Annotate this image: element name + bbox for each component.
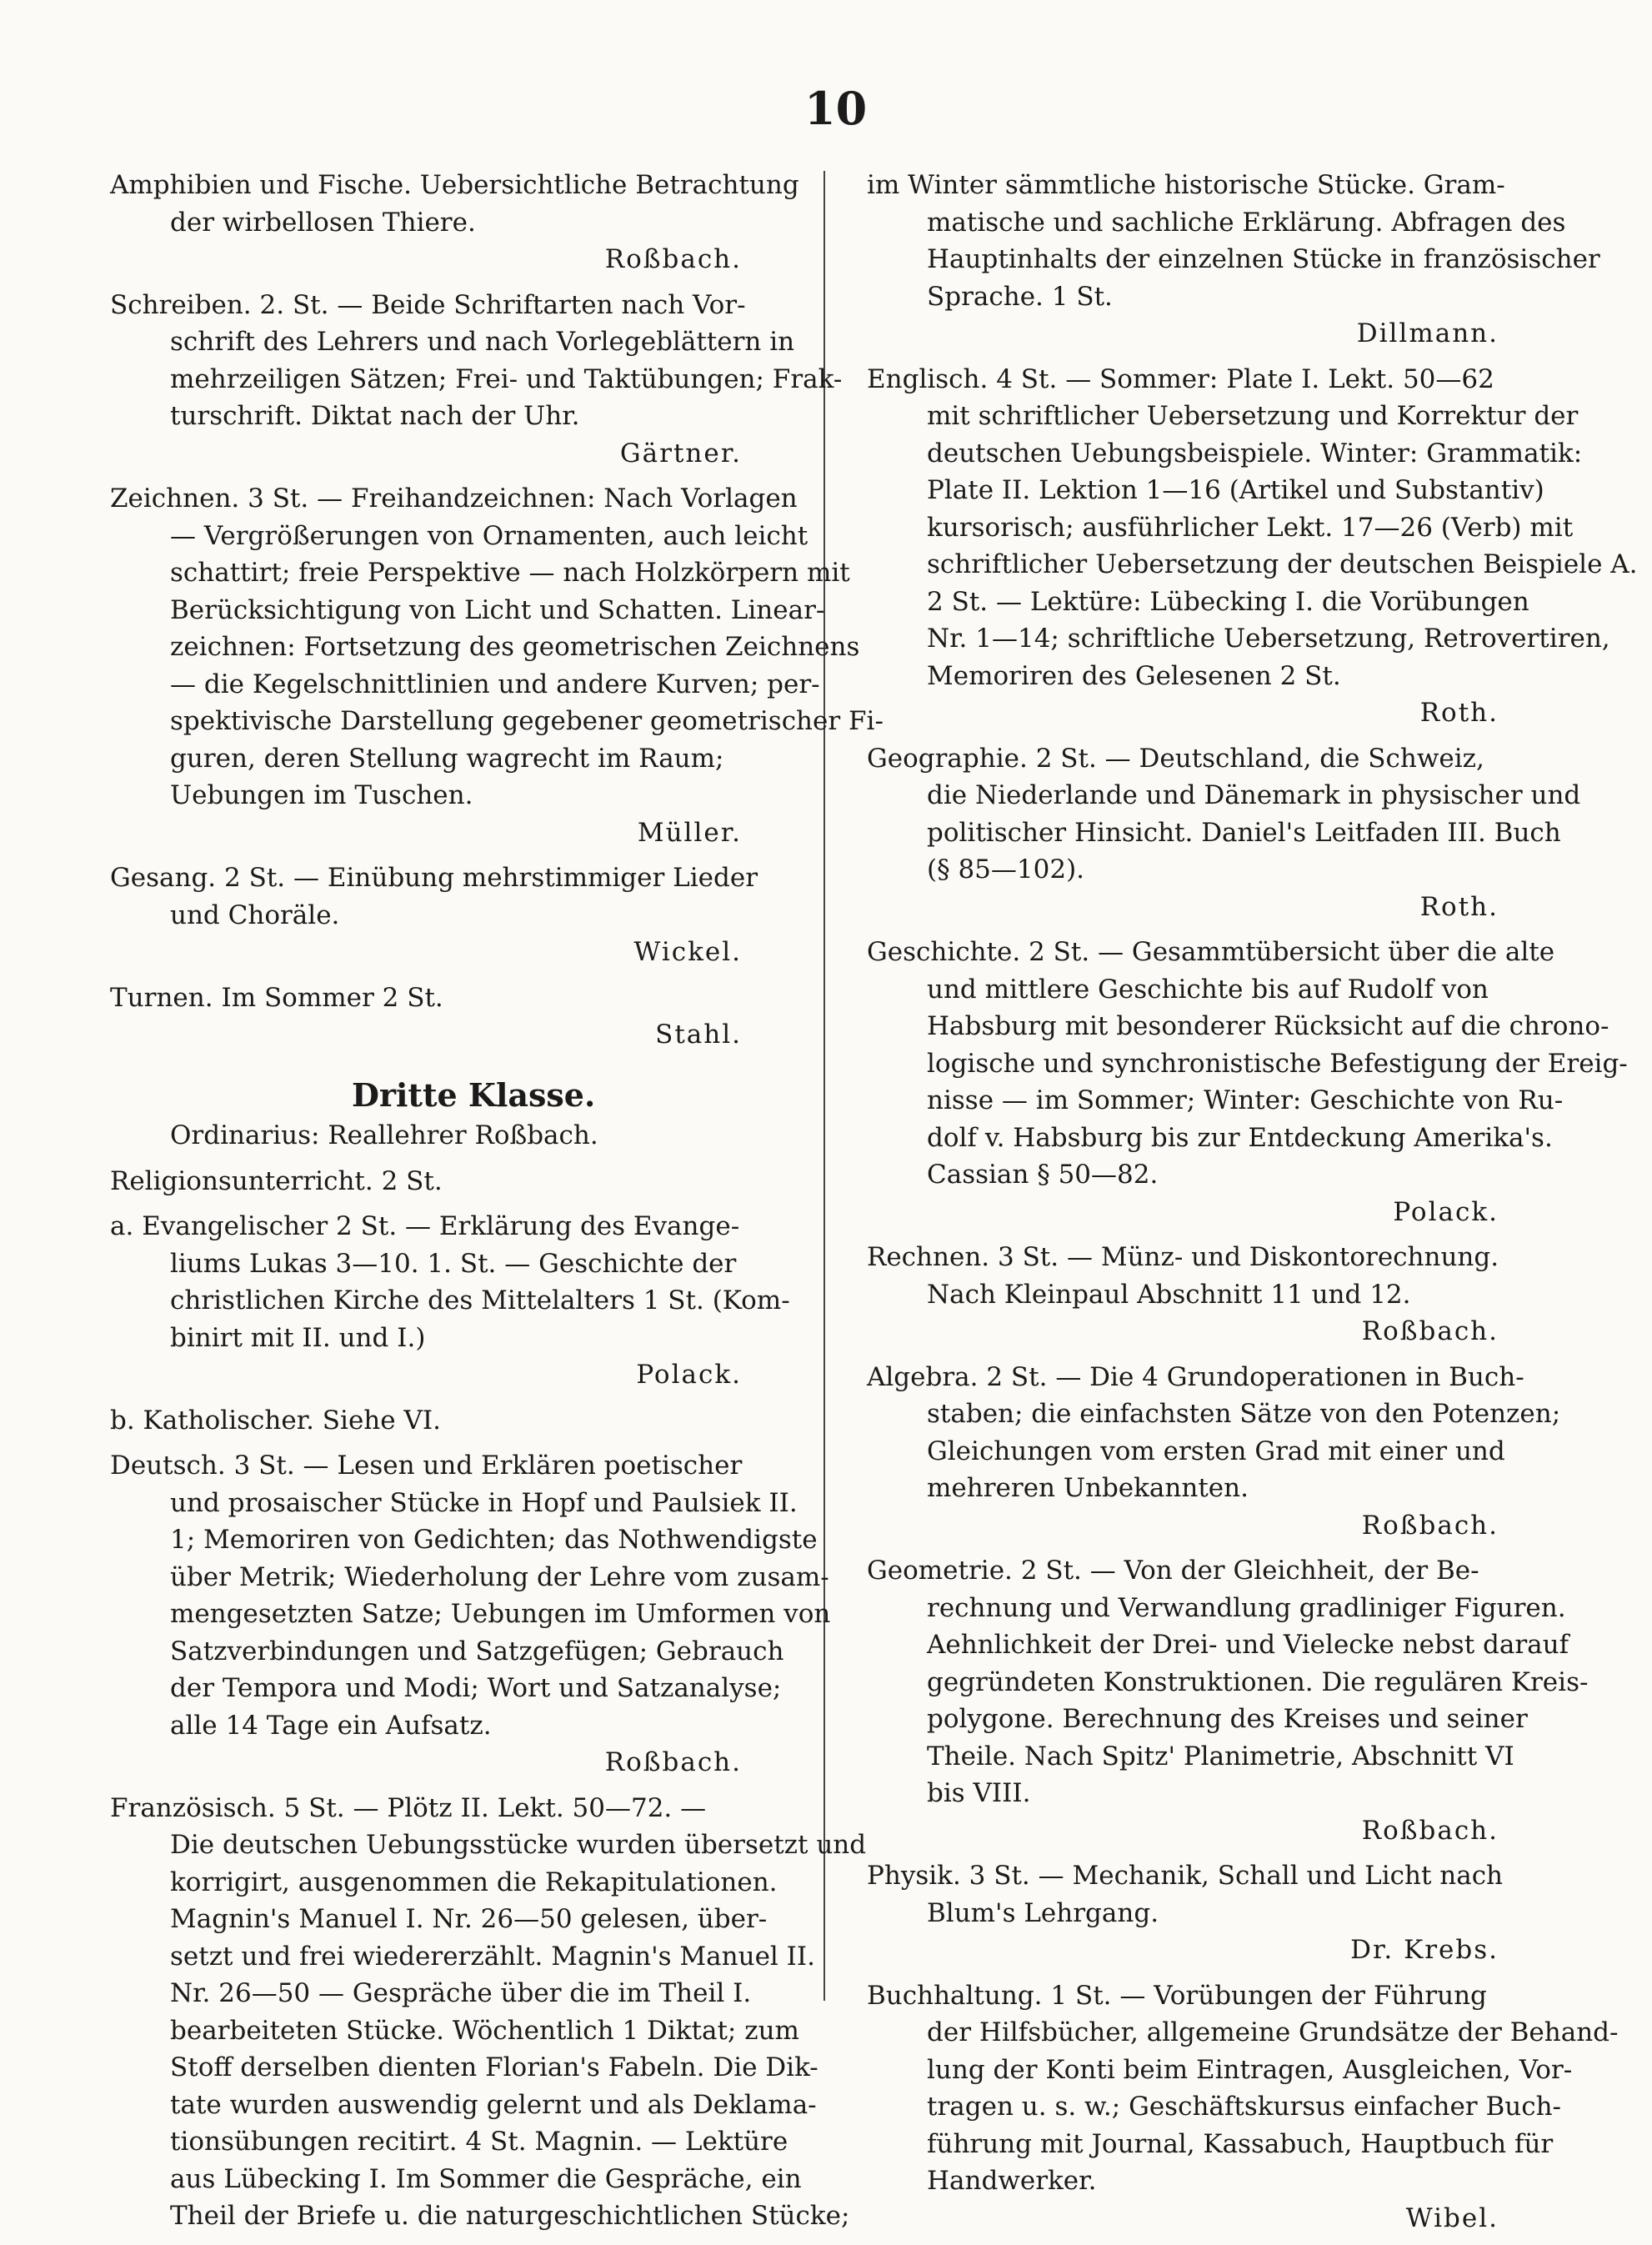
text-line: Schreiben. 2. St. — Beide Schriftarten nach Vor- xyxy=(110,289,746,320)
text-line: tate wurden auswendig gelernt und als Deklama- xyxy=(170,2089,817,2120)
text-line: dolf v. Habsburg bis zur Entdeckung Amerika's. xyxy=(927,1122,1553,1153)
text-line: Sprache. 1 St. xyxy=(927,281,1113,312)
text-line: und mittlere Geschichte bis auf Rudolf von xyxy=(927,974,1489,1005)
right-entry xyxy=(867,1239,1540,1351)
ordinarius-line: Ordinarius: Reallehrer Roßbach. xyxy=(170,1120,598,1150)
teacher-signature: Roßbach. xyxy=(1361,1815,1499,1846)
teacher-signature: Gärtner. xyxy=(619,438,742,469)
left-entry xyxy=(110,1402,783,1440)
text-line: Theile. Nach Spitz' Planimetrie, Abschnitt VI xyxy=(927,1741,1514,1771)
text-line: im Winter sämmtliche historische Stücke. Gram- xyxy=(867,170,1505,200)
text-line: Handwerker. xyxy=(927,2166,1097,2196)
text-line: 1; Memoriren von Gedichten; das Nothwendigste xyxy=(170,1525,818,1555)
text-line: Blum's Lehrgang. xyxy=(927,1897,1159,1928)
text-line: Nr. 26—50 — Gespräche über die im Theil I. xyxy=(170,1978,752,2008)
text-line: Buchhaltung. 1 St. — Vorübungen der Führung xyxy=(867,1980,1487,2011)
left-entry xyxy=(110,287,843,473)
text-line: Habsburg mit besonderer Rücksicht auf die chrono- xyxy=(927,1011,1609,1041)
text-line: Stoff derselben dienten Florian's Fabeln. Die Dik- xyxy=(170,2052,818,2082)
text-line: mengesetzten Satze; Uebungen im Umformen von xyxy=(170,1599,831,1629)
text-line: Satzverbindungen und Satzgefügen; Gebrauch xyxy=(170,1636,784,1666)
text-line: (§ 85—102). xyxy=(927,854,1085,884)
text-line: Deutsch. 3 St. — Lesen und Erklären poetischer xyxy=(110,1451,743,1481)
text-line: polygone. Berechnung des Kreises und seiner xyxy=(927,1704,1528,1734)
text-line: Physik. 3 St. — Mechanik, Schall und Licht nach xyxy=(867,1861,1504,1891)
text-line: Geometrie. 2 St. — Von der Gleichheit, der Be- xyxy=(867,1556,1479,1586)
text-line: 2 St. — Lektüre: Lübecking I. die Vorübungen xyxy=(927,586,1529,617)
text-line: Geschichte. 2 St. — Gesammtübersicht über die alte xyxy=(867,937,1555,967)
text-line: schriftlicher Uebersetzung der deutschen Beispiele A. xyxy=(927,549,1638,579)
text-line: der Tempora und Modi; Wort und Satzanalyse; xyxy=(170,1673,782,1703)
teacher-signature: Dillmann. xyxy=(1356,318,1499,348)
text-line: tragen u. s. w.; Geschäftskursus einfacher Buch- xyxy=(927,2092,1562,2122)
text-line: korrigirt, ausgenommen die Rekapitulationen. xyxy=(170,1867,778,1897)
text-line: alle 14 Tage ein Aufsatz. xyxy=(170,1710,492,1741)
teacher-signature: Wickel. xyxy=(633,937,742,967)
teacher-signature: Wibel. xyxy=(1405,2202,1499,2233)
right-entry xyxy=(867,934,1628,1230)
left-entry xyxy=(110,1447,831,1781)
text-line: christlichen Kirche des Mittelalters 1 St. (Kom- xyxy=(170,1285,790,1315)
text-line: Theil der Briefe u. die naturgeschichtlichen Stücke; xyxy=(170,2201,850,2231)
left-entry xyxy=(110,480,884,851)
text-line: kursorisch; ausführlicher Lekt. 17—26 (Verb) mit xyxy=(927,512,1574,543)
left-entry xyxy=(110,1208,790,1394)
teacher-signature: Roßbach. xyxy=(1361,1510,1499,1541)
text-line: logische und synchronistische Befestigung der Ereig- xyxy=(927,1048,1628,1079)
text-line: Cassian § 50—82. xyxy=(927,1160,1159,1190)
text-line: deutschen Uebungsbeispiele. Winter: Grammatik: xyxy=(927,438,1583,469)
text-line: b. Katholischer. Siehe VI. xyxy=(110,1405,441,1436)
text-line: — die Kegelschnittlinien und andere Kurven; per- xyxy=(170,669,820,699)
teacher-signature: Polack. xyxy=(636,1360,742,1390)
text-line: über Metrik; Wiederholung der Lehre vom zusam- xyxy=(170,1561,829,1592)
text-line: bearbeiteten Stücke. Wöchentlich 1 Diktat; zum xyxy=(170,2015,799,2046)
right-column xyxy=(867,167,1638,2245)
text-line: Nr. 1—14; schriftliche Uebersetzung, Retrovertiren, xyxy=(927,624,1610,654)
text-line: Rechnen. 3 St. — Münz- und Diskontorechnung. xyxy=(867,1242,1499,1272)
text-line: Algebra. 2 St. — Die 4 Grundoperationen in Buch- xyxy=(867,1361,1524,1392)
text-line: bis VIII. xyxy=(927,1778,1031,1808)
text-line: liums Lukas 3—10. 1. St. — Geschichte der xyxy=(170,1248,737,1279)
text-line: setzt und frei wiedererzählt. Magnin's Manuel II. xyxy=(170,1941,816,1972)
text-line: nisse — im Sommer; Winter: Geschichte von Ru- xyxy=(927,1085,1564,1115)
teacher-signature: Roßbach. xyxy=(604,244,742,274)
right-entry xyxy=(867,1359,1561,1545)
right-entry xyxy=(867,1977,1619,2237)
page-number: 10 xyxy=(804,82,868,135)
left-entry xyxy=(110,980,783,1054)
left-entry xyxy=(110,1790,867,2235)
teacher-signature: Roßbach. xyxy=(604,1747,742,1777)
text-line: spektivische Darstellung gegebener geometrischer Fi- xyxy=(170,706,884,736)
right-entry xyxy=(867,167,1600,353)
text-line: Magnin's Manuel I. Nr. 26—50 gelesen, über- xyxy=(170,1904,768,1934)
text-line: aus Lübecking I. Im Sommer die Gespräche, ein xyxy=(170,2163,802,2194)
text-line: guren, deren Stellung wagrecht im Raum; xyxy=(170,743,724,774)
text-line: der Hilfsbücher, allgemeine Grundsätze der Behand- xyxy=(927,2017,1619,2047)
text-line: schattirt; freie Perspektive — nach Holzkörpern mit xyxy=(170,558,850,588)
text-line: binirt mit II. und I.) xyxy=(170,1322,426,1353)
text-line: Zeichnen. 3 St. — Freihandzeichnen: Nach Vorlagen xyxy=(110,484,798,514)
text-line: der wirbellosen Thiere. xyxy=(170,207,476,238)
text-line: Gesang. 2 St. — Einübung mehrstimmiger Lieder xyxy=(110,863,758,893)
text-line: führung mit Journal, Kassabuch, Hauptbuch für xyxy=(927,2128,1554,2159)
text-line: zeichnen: Fortsetzung des geometrischen Zeichnens xyxy=(170,632,860,662)
right-entry xyxy=(867,361,1638,732)
text-line: die Niederlande und Dänemark in physischer und xyxy=(927,780,1581,810)
teacher-signature: Roth. xyxy=(1419,891,1499,922)
text-line: tionsübungen recitirt. 4 St. Magnin. — Lektüre xyxy=(170,2127,788,2157)
right-entry xyxy=(867,1857,1540,1969)
right-entry xyxy=(867,1552,1589,1849)
left-entry xyxy=(110,859,783,971)
text-line: matische und sachliche Erklärung. Abfragen des xyxy=(927,207,1566,238)
text-line: Berücksichtigung von Licht und Schatten. Linear- xyxy=(170,594,825,625)
text-line: Plate II. Lektion 1—16 (Artikel und Substantiv) xyxy=(927,475,1544,505)
left-column xyxy=(110,167,884,2243)
text-line: Gleichungen vom ersten Grad mit einer und xyxy=(927,1436,1505,1466)
teacher-signature: Polack. xyxy=(1393,1196,1499,1227)
left-entry xyxy=(110,167,799,278)
teacher-signature: Müller. xyxy=(637,817,742,848)
text-line: Geographie. 2 St. — Deutschland, die Schweiz, xyxy=(867,743,1484,774)
text-line: Französisch. 5 St. — Plötz II. Lekt. 50—72. — xyxy=(110,1792,707,1823)
left-entry xyxy=(110,1163,783,1200)
text-line: schrift des Lehrers und nach Vorlegeblättern in xyxy=(170,327,795,357)
text-line: a. Evangelischer 2 St. — Erklärung des Evange- xyxy=(110,1211,740,1241)
text-line: gegründeten Konstruktionen. Die regulären Kreis- xyxy=(927,1666,1589,1697)
text-line: Uebungen im Tuschen. xyxy=(170,780,473,810)
right-entry xyxy=(867,740,1581,926)
text-line: und Choräle. xyxy=(170,900,340,930)
text-line: Nach Kleinpaul Abschnitt 11 und 12. xyxy=(927,1279,1411,1310)
text-line: Hauptinhalts der einzelnen Stücke in französischer xyxy=(927,244,1600,274)
text-line: mehreren Unbekannten. xyxy=(927,1473,1249,1503)
text-line: — Vergrößerungen von Ornamenten, auch leicht xyxy=(170,520,808,551)
teacher-signature: Roßbach. xyxy=(1361,1316,1499,1346)
text-line: staben; die einfachsten Sätze von den Potenzen; xyxy=(927,1399,1561,1429)
text-line: Aehnlichkeit der Drei- und Vielecke nebst darauf xyxy=(927,1630,1569,1660)
text-line: rechnung und Verwandlung gradliniger Figuren. xyxy=(927,1592,1566,1623)
text-line: turschrift. Diktat nach der Uhr. xyxy=(170,401,580,431)
teacher-signature: Dr. Krebs. xyxy=(1350,1935,1499,1965)
text-line: Memoriren des Gelesenen 2 St. xyxy=(927,660,1341,691)
text-line: mehrzeiligen Sätzen; Frei- und Taktübungen; Frak- xyxy=(170,363,843,394)
text-line: politischer Hinsicht. Daniel's Leitfaden III. Buch xyxy=(927,817,1561,848)
section-title: Dritte Klasse. xyxy=(352,1075,596,1114)
text-line: Die deutschen Uebungsstücke wurden übersetzt und xyxy=(170,1830,867,1860)
text-line: mit schriftlicher Uebersetzung und Korrektur der xyxy=(927,401,1579,431)
text-line: Religionsunterricht. 2 St. xyxy=(110,1165,443,1196)
text-line: und prosaischer Stücke in Hopf und Paulsiek II. xyxy=(170,1487,798,1518)
column-divider xyxy=(823,171,825,2001)
teacher-signature: Stahl. xyxy=(655,1020,742,1050)
text-line: Englisch. 4 St. — Sommer: Plate I. Lekt. 50—62 xyxy=(867,363,1494,394)
text-line: Amphibien und Fische. Uebersichtliche Betrachtung xyxy=(110,170,799,200)
teacher-signature: Roth. xyxy=(1419,698,1499,728)
text-line: lung der Konti beim Eintragen, Ausgleichen, Vor- xyxy=(927,2054,1573,2085)
text-line: Turnen. Im Sommer 2 St. xyxy=(110,982,443,1013)
